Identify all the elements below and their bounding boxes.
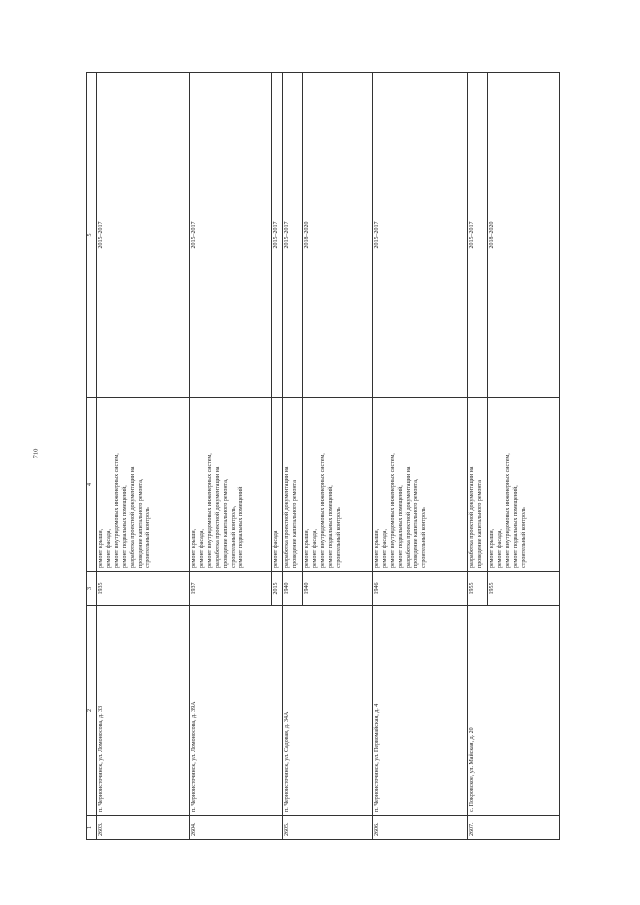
work-line: ремонт подвальных помещений, <box>121 485 128 568</box>
year-cell: 1955 <box>467 572 487 606</box>
housing-repair-table <box>86 72 560 840</box>
work-line: строительный контроль <box>520 507 527 568</box>
page-number <box>30 443 42 463</box>
year-cell: 1955 <box>487 572 559 606</box>
page-number-text: 710 <box>32 448 40 458</box>
work-line: разработка проектной документации на <box>283 466 290 568</box>
period-cell: 2015–2017 <box>97 73 190 398</box>
works-cell <box>302 398 372 572</box>
year-cell: 1940 <box>302 572 372 606</box>
row-number: 2607. <box>467 816 559 840</box>
works-cell <box>372 398 467 572</box>
work-line: ремонт подвальных помещений, <box>327 485 334 568</box>
table-row <box>372 73 467 840</box>
work-line: ремонт фасада, <box>311 529 318 568</box>
header-col-1: 1 <box>87 816 97 840</box>
works-cell <box>282 398 302 572</box>
work-line: строительный контроль <box>421 507 428 568</box>
row-number: 2605. <box>282 816 372 840</box>
rotated-table-wrapper <box>86 73 566 840</box>
year-cell: 2015 <box>272 572 283 606</box>
year-cell: 1937 <box>190 572 272 606</box>
work-line: ремонт подвальных помещений <box>238 486 245 568</box>
period-cell: 2015–2017 <box>372 73 467 398</box>
work-line: строительный контроль <box>335 507 342 568</box>
work-line: разработка проектной документации на <box>405 466 412 568</box>
header-col-5: 5 <box>87 73 97 398</box>
work-line: ремонт крыши, <box>191 528 197 568</box>
work-line: проведение капитального ремонта <box>291 480 298 568</box>
work-line: разработка проектной документации на <box>468 466 475 568</box>
address-cell: п. Черноисточинск, ул. Ломоносова, д. 33 <box>97 606 190 816</box>
row-number: 2604. <box>190 816 283 840</box>
header-col-3: 3 <box>87 572 97 606</box>
work-line: ремонт фасада, <box>496 529 503 568</box>
works-cell <box>467 398 487 572</box>
works-cell <box>190 398 272 572</box>
year-cell: 1935 <box>97 572 190 606</box>
work-line: ремонт крыши, <box>98 528 104 568</box>
work-line: ремонт подвальных помещений, <box>397 485 404 568</box>
address-cell: п. Черноисточинск, ул. Ломоносова, д. 39А <box>190 606 283 816</box>
period-cell: 2015–2017 <box>467 73 487 398</box>
period-cell: 2015–2017 <box>190 73 272 398</box>
work-line: ремонт подвальных помещений, <box>512 485 519 568</box>
work-line: ремонт фасада, <box>198 529 205 568</box>
work-line: проведение капитального ремонта, <box>137 478 144 568</box>
work-line: проведение капитального ремонта, <box>413 478 420 568</box>
address-cell: п. Черноисточинск, ул. Первомайская, д. 4 <box>372 606 467 816</box>
period-cell: 2015–2017 <box>272 73 283 398</box>
work-line: строительный контроль <box>145 507 152 568</box>
year-cell: 1946 <box>372 572 467 606</box>
work-line: ремонт крыши, <box>303 528 310 568</box>
work-line: ремонт внутридомовых инженерных систем, <box>206 453 213 568</box>
year-cell: 1940 <box>282 572 302 606</box>
work-line: проведение капитального ремонта, <box>222 478 229 568</box>
header-col-2: 2 <box>87 606 97 816</box>
table-row <box>190 73 272 840</box>
period-cell: 2015–2017 <box>282 73 302 398</box>
header-col-4: 4 <box>87 398 97 572</box>
address-cell: п. Черноисточинск, ул. Садовая, д. 34А <box>282 606 372 816</box>
work-line: ремонт фасада, <box>105 529 112 568</box>
works-cell <box>487 398 559 572</box>
work-line: ремонт внутридомовых инженерных систем, <box>319 453 326 568</box>
table-row <box>97 73 190 840</box>
work-line: ремонт крыши, <box>488 528 495 568</box>
work-line: ремонт фасада, <box>381 529 388 568</box>
header-row <box>87 73 97 840</box>
works-cell <box>97 398 190 572</box>
table-row <box>282 73 302 840</box>
work-line: разработка проектной документации на <box>129 466 136 568</box>
period-cell: 2018–2020 <box>487 73 559 398</box>
row-number: 2603. <box>97 816 190 840</box>
work-line: разработка проектной документации на <box>214 466 221 568</box>
work-line: ремонт внутридомовых инженерных систем, <box>389 453 396 568</box>
row-number: 2606. <box>372 816 467 840</box>
work-line: ремонт внутридомовых инженерных систем, <box>113 453 120 568</box>
table-row <box>467 73 487 840</box>
address-cell: с. Покровское, ул. Майская, д. 20 <box>467 606 559 816</box>
work-line: ремонт внутридомовых инженерных систем, <box>504 453 511 568</box>
works-cell: ремонт фасада <box>272 398 283 572</box>
work-line: строительный контроль, <box>230 505 237 568</box>
work-line: проведение капитального ремонта <box>476 480 483 568</box>
work-line: ремонт крыши, <box>373 528 380 568</box>
period-cell: 2018–2020 <box>302 73 372 398</box>
